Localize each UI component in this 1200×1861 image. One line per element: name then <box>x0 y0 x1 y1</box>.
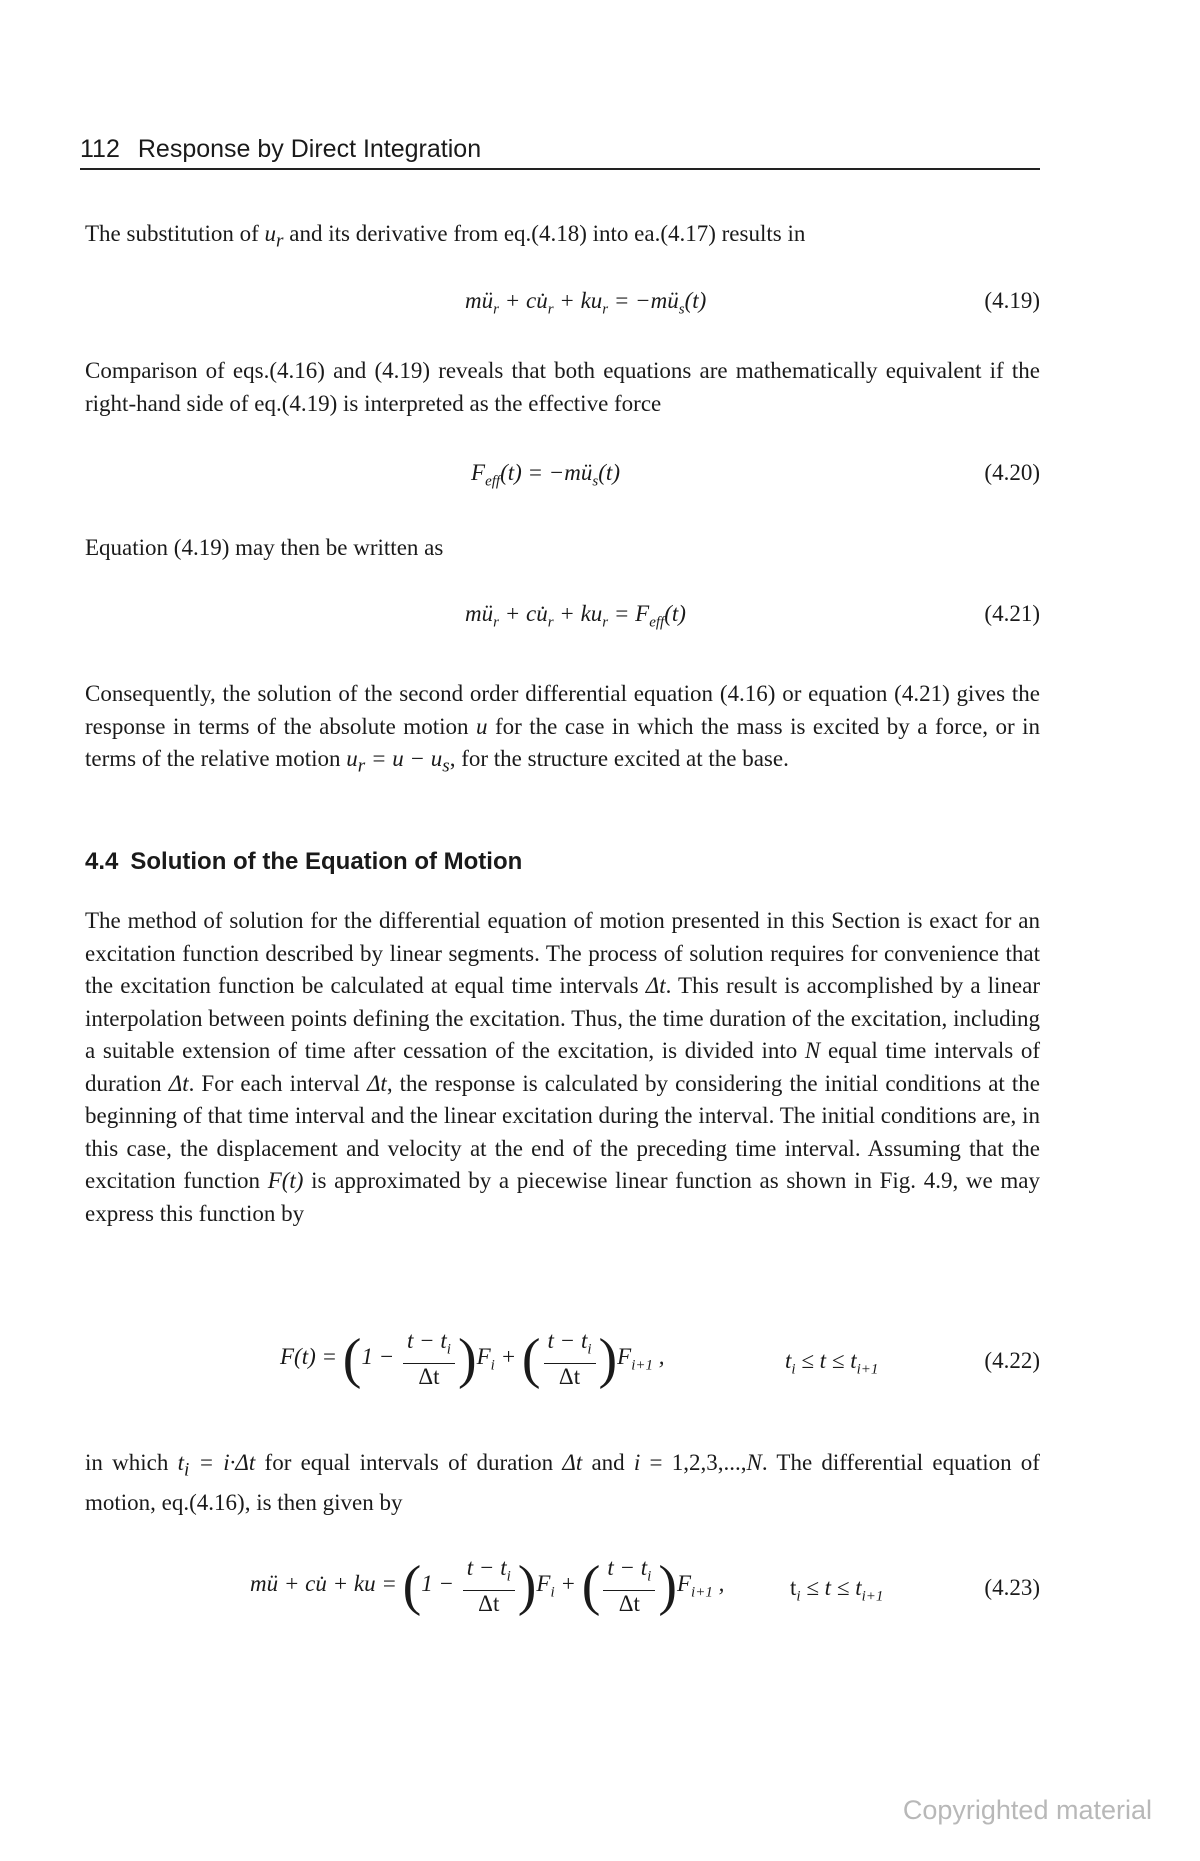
equation-number: (4.20) <box>984 460 1040 485</box>
section-number: 4.4 <box>85 848 119 875</box>
running-head <box>80 135 1040 170</box>
page-number: 112 <box>80 135 120 163</box>
equation-4-22: F(t) = (1 − $\frac{t - t_i}{\Delta t}$ )$F_i$ + ( $\frac{t - t_i}{\Delta t}$ )$F_{i+1}$ , $t_i \le t \le t_{i+1}$ (4.22) <box>280 1327 1040 1390</box>
equation-4-23: mü + cu̇ + ku = (1 − $\frac{t - t_i}{\Delta t}$ )$F_i$ + ( $\frac{t - t_i}{\Delta t}$ )$F_{i+1}$ , $t_i \le t \le t_{i+1}$ (4.23) <box>250 1554 1040 1617</box>
equation-4-21: $mü_r$ + $cu̇_r + ku_r = F_{eff}(t)$ (4.21) <box>465 601 1040 631</box>
paragraph-method: The method of solution for the differential equation of motion presented in this Section is exact for an excitation function described by linear segments. The process of solution requires for convenience that the excitation function be calculated at equal time intervals Δt. This result is accomplished by a linear interpolation between points defining the excitation. Thus, the time duration of the excitation, including a suitable extension of time after cessation of the excitation, is divided into N equal time intervals of duration Δt. For each interval Δt, the response is calculated by considering the initial conditions at the beginning of that time interval and the linear excitation during the interval. The initial conditions are, in this case, the displacement and velocity at the end of the preceding time interval. Assuming that the excitation function F(t) is approximated by a piecewise linear function as shown in Fig. 4.9, we may express this function by <box>85 908 1040 1226</box>
paragraph-comparison: Comparison of eqs.(4.16) and (4.19) reveals that both equations are mathematically equivalent if the right-hand side of eq.(4.19) is interpreted as the effective force <box>85 358 1040 416</box>
paragraph-consequently: Consequently, the solution of the second order differential equation (4.16) or equation (4.21) gives the response in terms of the absolute motion u for the case in which the mass is excited by a force, or in terms of the relative motion $u_r = u - u_s$, for the structure excited at the base. <box>85 681 1040 777</box>
running-title: Response by Direct Integration <box>137 135 482 163</box>
paragraph-equation-written: Equation (4.19) may then be written as <box>85 535 444 560</box>
equation-number: (4.22) <box>984 1348 1040 1373</box>
equation-number: (4.23) <box>984 1575 1040 1600</box>
section-heading <box>85 848 522 876</box>
equation-number: (4.21) <box>984 601 1040 626</box>
copyright-notice: Copyrighted material <box>902 1795 1152 1825</box>
equation-number: (4.19) <box>984 288 1040 313</box>
paragraph-substitution: The substitution of $u_r$ and its derivative from eq.(4.18) into ea.(4.17) results in <box>85 221 806 252</box>
paragraph-in-which: in which $t_i = i\cdot\Delta t$ for equal intervals of duration Δt and i = 1,2,3,...,N. The differential equation of motion, eq.(4.16), is then given by <box>85 1450 1040 1516</box>
equation-4-20: $F_{eff}(t)$ = $-mü_s(t)$ (4.20) <box>471 460 1040 490</box>
section-title: Solution of the Equation of Motion <box>130 848 523 875</box>
equation-4-19: $mü_r$ + $cu̇_r + ku_r$ = $-mü_s(t)$ (4.19) <box>465 288 1040 318</box>
